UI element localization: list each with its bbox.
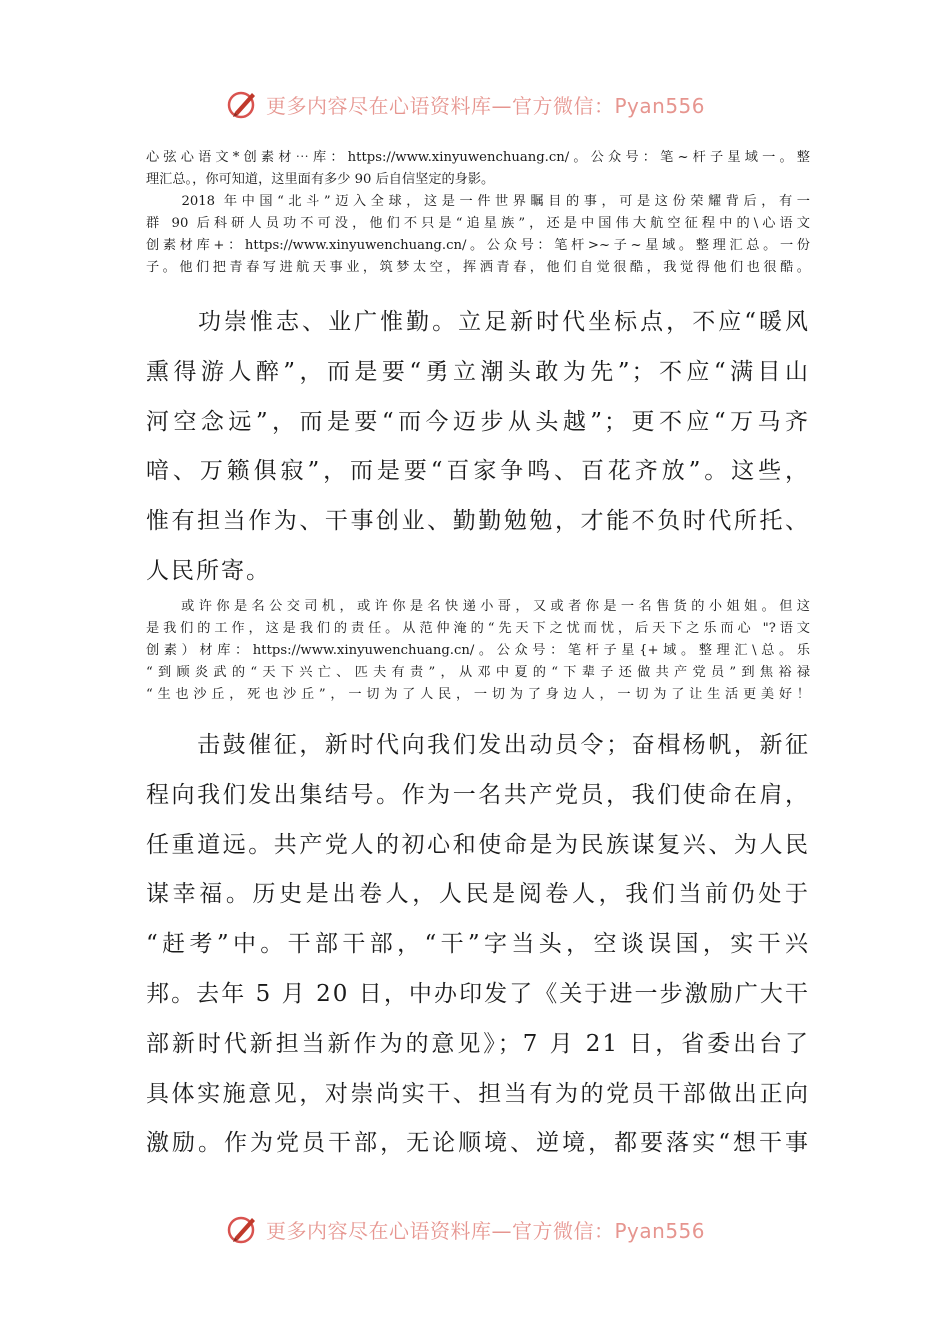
text-line: 邦。去年 5 月 20 日，中办印发了《关于进一步激励广大干 — [146, 980, 810, 1007]
pen-logo-icon — [226, 87, 260, 121]
text-line: 惟有担当作为、干事创业、勤勤勉勉，才能不负时代所托、 — [146, 508, 810, 535]
text-line: 谋幸福。历史是出卷人，人民是阅卷人，我们当前仍处于 — [146, 881, 810, 908]
text-line: “生也沙丘，死也沙丘”，一切为了人民，一切为了身边人，一切为了让生活更美好！ — [146, 687, 810, 702]
text-line: 创素材库+：https://www.xinyuwenchuang.cn/。公众号：笔杆>~子~星域。整理汇总。一份 — [146, 238, 810, 253]
text-line: 群 90 后科研人员功不可没，他们不只是“追星族”，还是中国伟大航空征程中的\心语文 — [146, 216, 810, 231]
header-watermark — [226, 86, 705, 122]
text-line: 击鼓催征，新时代向我们发出动员令；奋楫杨帆，新征 — [146, 732, 810, 758]
text-line: 2018 年中国“北斗”迈入全球，这是一件世界瞩目的事，可是这份荣耀背后，有一 — [146, 194, 810, 209]
text-line: 喑、万籁俱寂”，而是要“百家争鸣、百花齐放”。这些， — [146, 458, 810, 485]
text-line: 或许你是名公交司机，或许你是名快递小哥，又或者你是一名售货的小姐姐。但这 — [146, 599, 810, 614]
text-line: “到顾炎武的“天下兴亡、匹夫有责”，从邓中夏的“下辈子还做共产党员”到焦裕禄 — [146, 665, 810, 680]
footer-watermark — [226, 1211, 705, 1247]
banner-text: 更多内容尽在心语资料库—官方微信：Pyan556 — [266, 1218, 706, 1243]
text-line: 功崇惟志、业广惟勤。立足新时代坐标点，不应“暖风 — [146, 309, 810, 335]
banner-text: 更多内容尽在心语资料库—官方微信：Pyan556 — [266, 93, 706, 118]
paragraph-large-1 — [146, 298, 810, 597]
text-line: 理汇总。，你可知道，这里面有多少 90 后自信坚定的身影。 — [146, 172, 495, 187]
paragraph-small-1 — [146, 147, 810, 279]
paragraph-small-2 — [146, 596, 810, 706]
pen-logo-icon — [226, 1212, 260, 1246]
text-line: 任重道远。共产党人的初心和使命是为民族谋复兴、为人民 — [146, 831, 810, 858]
text-line: 是我们的工作，这是我们的责任。从范仲淹的“先天下之忧而忧，后天下之乐而心 "?语文 — [146, 621, 810, 636]
text-line: 创素）材库：https://www.xinyuwenchuang.cn/。公众号：笔杆子星{+域。整理汇\总。乐 — [146, 643, 810, 658]
text-line: 部新时代新担当新作为的意见》；7 月 21 日，省委出台了 — [146, 1030, 810, 1057]
paragraph-large-2 — [146, 721, 810, 1169]
text-line: 心弦心语文*创素材⋯库：https://www.xinyuwenchuang.cn/。公众号：笔~杆子星域一。整 — [146, 150, 810, 165]
text-line: 熏得游人醉”，而是要“勇立潮头敢为先”；不应“满目山 — [146, 358, 810, 385]
text-line: 具体实施意见，对崇尚实干、担当有为的党员干部做出正向 — [146, 1080, 810, 1107]
text-line: 子。他们把青春写进航天事业，筑梦太空，挥洒青春，他们自觉很酷，我觉得他们也很酷。 — [146, 260, 810, 275]
text-line: “赶考”中。干部干部，“干”字当头，空谈误国，实干兴 — [146, 931, 810, 958]
text-line: 程向我们发出集结号。作为一名共产党员，我们使命在肩， — [146, 781, 810, 808]
text-line: 河空念远”，而是要“而今迈步从头越”；更不应“万马齐 — [146, 408, 810, 435]
text-line: 激励。作为党员干部，无论顺境、逆境，都要落实“想干事 — [146, 1130, 810, 1157]
text-line: 人民所寄。 — [146, 557, 271, 584]
